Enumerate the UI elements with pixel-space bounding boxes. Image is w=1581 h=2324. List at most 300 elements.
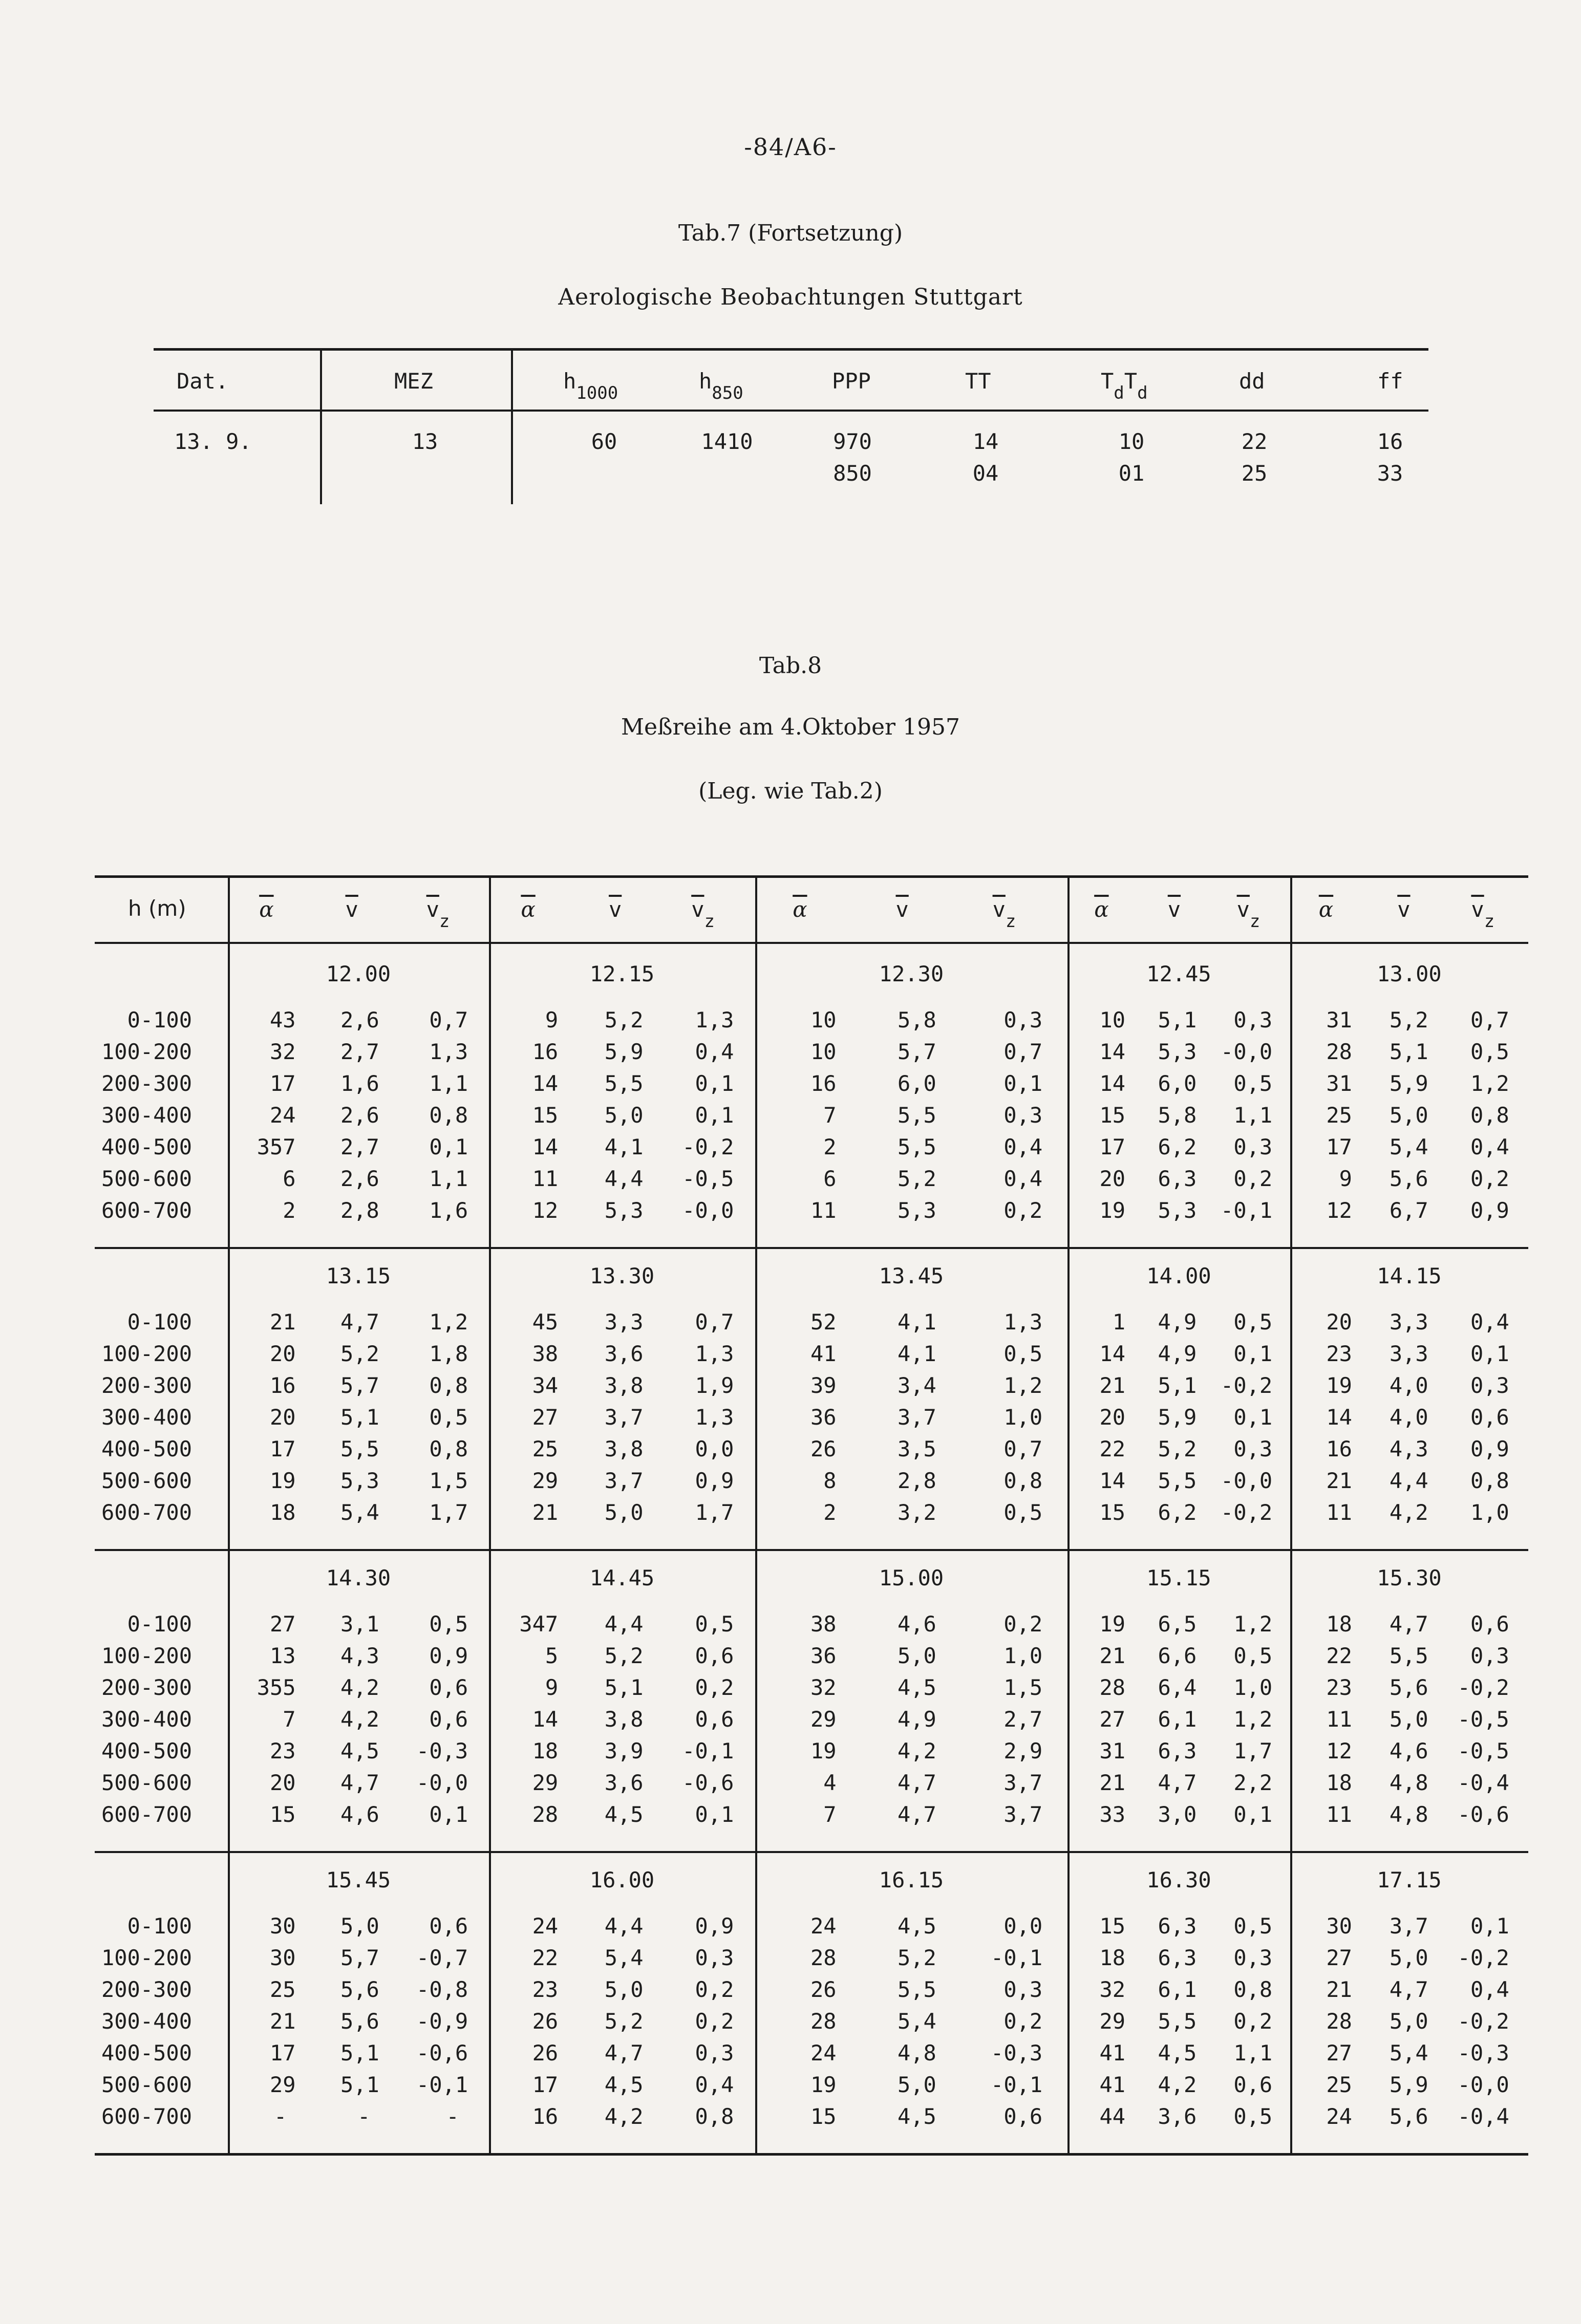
tab8-cell-vz: 0,0 xyxy=(1003,1913,1043,1939)
tab8-cell-vz: 0,5 xyxy=(429,1611,468,1637)
tab8-cell-v: 5,3 xyxy=(1158,1039,1197,1064)
tab8-cell-alpha: 32 xyxy=(1099,1977,1126,2002)
tab8-cell-alpha: 30 xyxy=(1326,1913,1352,1939)
tab8-cell-alpha: 21 xyxy=(1099,1770,1126,1795)
tab8-time-label: 15.45 xyxy=(326,1867,391,1892)
tab8-cell-vz: 0,5 xyxy=(1233,1913,1273,1939)
tab8-cell-alpha: 14 xyxy=(1099,1071,1126,1096)
tab8-header-height: h (m) xyxy=(128,896,186,921)
tab8-cell-vz: 0,3 xyxy=(695,2040,734,2065)
tab8-cell-v: 5,0 xyxy=(604,1103,644,1128)
tab8-cell-v: 5,6 xyxy=(1389,2104,1428,2129)
tab8-header-v: $\overline{v}$ xyxy=(345,897,358,922)
tab8-cell-vz: -0,6 xyxy=(1457,1802,1509,1827)
tab8-cell-vz: 0,4 xyxy=(1470,1977,1509,2002)
tab8-cell-vz: 2,7 xyxy=(1003,1707,1043,1732)
tab8-height-label: 300-400 xyxy=(101,1405,192,1430)
tab8-cell-v: 3,7 xyxy=(604,1468,644,1493)
tab8-cell-alpha: 19 xyxy=(1099,1611,1126,1637)
tab8-cell-vz: 1,3 xyxy=(695,1341,734,1366)
tab8-cell-vz: 0,2 xyxy=(1003,1198,1043,1223)
tab8-cell-vz: -0,6 xyxy=(682,1770,734,1795)
tab8-cell-alpha: 18 xyxy=(270,1500,296,1525)
tab8-cell-vz: 0,7 xyxy=(695,1309,734,1335)
tab8-cell-v: 5,2 xyxy=(897,1166,936,1191)
tab8-cell-alpha: 23 xyxy=(532,1977,559,2002)
tab8-cell-vz: 1,2 xyxy=(1003,1373,1043,1398)
tab8-cell-vz: 0,9 xyxy=(1470,1436,1509,1461)
tab8-cell-alpha: 38 xyxy=(810,1611,837,1637)
tab8-time-label: 15.00 xyxy=(879,1565,944,1590)
tab8-cell-v: 4,5 xyxy=(897,1675,936,1700)
tab7-header-dat: Dat. xyxy=(177,369,229,394)
tab8-cell-v: 4,5 xyxy=(1158,2040,1197,2065)
tab8-cell-vz: 0,1 xyxy=(429,1134,468,1159)
tab8-cell-v: 4,5 xyxy=(897,1913,936,1939)
tab8-cell-vz: 1,7 xyxy=(429,1500,468,1525)
tab8-cell-v: 5,0 xyxy=(340,1913,379,1939)
tab8-cell-alpha: 43 xyxy=(270,1007,296,1032)
tab8-cell-alpha: 7 xyxy=(823,1802,837,1827)
tab8-cell-alpha: 9 xyxy=(545,1007,559,1032)
tab8-cell-vz: 1,2 xyxy=(1470,1071,1509,1096)
tab8-cell-alpha: 28 xyxy=(1326,1039,1352,1064)
tab8-cell-alpha: 27 xyxy=(270,1611,296,1637)
tab8-cell-vz: -0,3 xyxy=(1457,2040,1509,2065)
tab8-cell-alpha: 25 xyxy=(270,1977,296,2002)
tab8-cell-vz: 1,3 xyxy=(1003,1309,1043,1335)
tab8-cell-vz: 0,8 xyxy=(1470,1103,1509,1128)
tab8-cell-vz: 0,5 xyxy=(1233,1643,1273,1668)
tab8-cell-alpha: 4 xyxy=(823,1770,837,1795)
tab8-cell-v: 5,4 xyxy=(604,1945,644,1970)
tab8-cell-vz: 0,5 xyxy=(1233,1071,1273,1096)
tab8-cell-v: 6,3 xyxy=(1158,1913,1197,1939)
tab8-height-label: 400-500 xyxy=(101,1134,192,1159)
tab8-cell-v: 5,9 xyxy=(1389,2072,1428,2097)
tab8-cell-vz: 1,7 xyxy=(1233,1738,1273,1763)
tab8-cell-vz: 0,3 xyxy=(1470,1643,1509,1668)
tab8-height-label: 400-500 xyxy=(101,1738,192,1763)
tab8-cell-vz: 0,6 xyxy=(429,1675,468,1700)
tab8-block-rule xyxy=(95,2153,1528,2156)
tab8-cell-v: 3,9 xyxy=(604,1738,644,1763)
tab8-cell-vz: 1,0 xyxy=(1470,1500,1509,1525)
tab8-cell-v: 2,8 xyxy=(340,1198,379,1223)
tab8-cell-alpha: 27 xyxy=(1326,2040,1352,2065)
tab8-cell-vz: 1,5 xyxy=(1003,1675,1043,1700)
tab8-cell-v: 5,1 xyxy=(604,1675,644,1700)
tab8-cell-alpha: 25 xyxy=(1326,2072,1352,2097)
tab8-block-rule xyxy=(95,1851,1528,1853)
tab8-cell-v: 5,5 xyxy=(1158,2009,1197,2034)
tab8-cell-vz: 0,3 xyxy=(1470,1373,1509,1398)
tab8-time-label: 13.30 xyxy=(589,1263,655,1288)
tab8-cell-alpha: 15 xyxy=(270,1802,296,1827)
tab8-cell-alpha: 26 xyxy=(532,2040,559,2065)
tab8-cell-vz: 1,1 xyxy=(429,1071,468,1096)
tab8-header-vz: $\overline{v}_z$ xyxy=(1471,897,1495,932)
tab8-cell-alpha: 30 xyxy=(270,1945,296,1970)
tab8-cell-vz: 1,2 xyxy=(1233,1611,1273,1637)
tab7-cell-tdtd: 01 xyxy=(1118,461,1145,486)
tab8-cell-alpha: 14 xyxy=(1326,1405,1352,1430)
tab8-cell-alpha: 18 xyxy=(1326,1611,1352,1637)
tab8-cell-vz: 0,5 xyxy=(1470,1039,1509,1064)
tab8-cell-vz: -0,5 xyxy=(1457,1707,1509,1732)
tab8-cell-alpha: 18 xyxy=(1326,1770,1352,1795)
tab8-cell-alpha: 20 xyxy=(1099,1166,1126,1191)
tab8-cell-alpha: 8 xyxy=(823,1468,837,1493)
tab8-cell-vz: 0,8 xyxy=(429,1103,468,1128)
tab8-cell-vz: 0,5 xyxy=(1233,1309,1273,1335)
tab8-header-vz: $\overline{v}_z$ xyxy=(426,897,450,932)
tab8-cell-alpha: 16 xyxy=(810,1071,837,1096)
tab8-cell-v: 4,2 xyxy=(1389,1500,1428,1525)
tab8-cell-vz: 0,8 xyxy=(1470,1468,1509,1493)
tab8-cell-v: 4,1 xyxy=(604,1134,644,1159)
tab8-height-label: 300-400 xyxy=(101,1103,192,1128)
tab8-cell-v: 5,1 xyxy=(1158,1373,1197,1398)
tab8-cell-alpha: 2 xyxy=(823,1500,837,1525)
tab8-height-label: 200-300 xyxy=(101,1373,192,1398)
tab8-cell-alpha: 20 xyxy=(270,1405,296,1430)
tab8-cell-v: 4,2 xyxy=(340,1675,379,1700)
tab8-cell-vz: 0,7 xyxy=(1003,1436,1043,1461)
tab8-subtitle: Meßreihe am 4.Oktober 1957 xyxy=(621,714,960,740)
tab8-group-divider xyxy=(489,875,491,2155)
tab8-cell-v: 5,5 xyxy=(1389,1643,1428,1668)
tab8-cell-vz: -0,0 xyxy=(1221,1039,1273,1064)
tab8-cell-vz: 0,9 xyxy=(429,1643,468,1668)
tab8-cell-v: 4,9 xyxy=(1158,1341,1197,1366)
tab8-cell-v: 5,0 xyxy=(1389,1707,1428,1732)
tab8-cell-v: 3,2 xyxy=(897,1500,936,1525)
tab8-cell-v: 1,6 xyxy=(340,1071,379,1096)
tab8-cell-alpha: 15 xyxy=(1099,1103,1126,1128)
tab8-cell-v: 5,0 xyxy=(1389,2009,1428,2034)
tab7-header-h1000: $h_{1000}$ xyxy=(563,369,618,403)
tab8-cell-v: 4,7 xyxy=(897,1802,936,1827)
tab8-cell-vz: 0,2 xyxy=(695,1977,734,2002)
tab8-cell-v: 5,3 xyxy=(897,1198,936,1223)
tab8-cell-alpha: 10 xyxy=(810,1007,837,1032)
tab8-cell-alpha: 28 xyxy=(810,1945,837,1970)
tab8-cell-v: 5,2 xyxy=(604,1643,644,1668)
tab8-cell-v: 5,3 xyxy=(1158,1198,1197,1223)
tab8-cell-vz: 0,3 xyxy=(1233,1007,1273,1032)
tab8-height-label: 400-500 xyxy=(101,2040,192,2065)
tab8-cell-alpha: 7 xyxy=(823,1103,837,1128)
tab8-cell-v: 5,0 xyxy=(897,1643,936,1668)
tab8-cell-alpha: 25 xyxy=(1326,1103,1352,1128)
tab7-cell-ppp: 850 xyxy=(833,461,872,486)
tab8-cell-alpha: 2 xyxy=(283,1198,296,1223)
tab8-cell-alpha: 15 xyxy=(1099,1500,1126,1525)
tab8-cell-alpha: 20 xyxy=(270,1770,296,1795)
tab8-cell-v: 5,7 xyxy=(340,1945,379,1970)
tab8-group-divider xyxy=(1290,875,1292,2155)
tab8-cell-v: 6,0 xyxy=(897,1071,936,1096)
tab8-cell-vz: 0,7 xyxy=(1003,1039,1043,1064)
tab8-cell-v: 4,3 xyxy=(1389,1436,1428,1461)
tab8-cell-vz: 0,1 xyxy=(1003,1071,1043,1096)
tab8-cell-alpha: 20 xyxy=(270,1341,296,1366)
tab8-cell-v: 3,6 xyxy=(1158,2104,1197,2129)
tab8-cell-alpha: 36 xyxy=(810,1405,837,1430)
tab8-cell-vz: 0,1 xyxy=(1233,1405,1273,1430)
tab8-cell-alpha: 5 xyxy=(545,1643,559,1668)
tab8-cell-vz: 0,2 xyxy=(1003,1611,1043,1637)
tab8-cell-alpha: 21 xyxy=(270,2009,296,2034)
tab8-cell-vz: 1,6 xyxy=(429,1198,468,1223)
tab8-cell-v: 5,1 xyxy=(340,2040,379,2065)
tab8-cell-alpha: 7 xyxy=(283,1707,296,1732)
tab8-cell-vz: 1,3 xyxy=(429,1039,468,1064)
tab8-cell-v: 6,0 xyxy=(1158,1071,1197,1096)
tab8-cell-vz: 0,2 xyxy=(1003,2009,1043,2034)
tab8-cell-alpha: 19 xyxy=(810,1738,837,1763)
tab7-cell-mez: 13 xyxy=(412,429,438,454)
tab8-group-divider xyxy=(755,875,757,2155)
tab8-height-label: 0-100 xyxy=(127,1309,192,1335)
tab8-cell-v: 2,8 xyxy=(897,1468,936,1493)
tab8-cell-alpha: 26 xyxy=(810,1977,837,2002)
tab8-cell-vz: 0,6 xyxy=(695,1707,734,1732)
tab8-cell-alpha: 26 xyxy=(810,1436,837,1461)
tab8-height-label: 100-200 xyxy=(101,1643,192,1668)
tab8-height-label: 100-200 xyxy=(101,1945,192,1970)
tab8-cell-alpha: 25 xyxy=(532,1436,559,1461)
tab8-cell-v: 4,0 xyxy=(1389,1405,1428,1430)
tab8-cell-vz: 0,8 xyxy=(1003,1468,1043,1493)
tab8-title: Tab.8 xyxy=(759,653,822,679)
tab8-cell-vz: 0,4 xyxy=(1470,1134,1509,1159)
tab8-cell-alpha: 20 xyxy=(1099,1405,1126,1430)
tab8-header-alpha: $\overline{\alpha}$ xyxy=(521,897,536,922)
tab8-cell-alpha: 12 xyxy=(1326,1198,1352,1223)
tab8-cell-v: 6,1 xyxy=(1158,1707,1197,1732)
tab8-cell-vz: 0,9 xyxy=(695,1468,734,1493)
tab8-cell-vz: 0,2 xyxy=(1233,2009,1273,2034)
tab8-cell-v: 5,6 xyxy=(1389,1166,1428,1191)
tab8-cell-vz: 0,8 xyxy=(429,1436,468,1461)
tab8-cell-vz: 0,7 xyxy=(1470,1007,1509,1032)
tab8-cell-v: 5,0 xyxy=(1389,1103,1428,1128)
tab8-cell-vz: 0,6 xyxy=(1470,1405,1509,1430)
tab8-header-alpha: $\overline{\alpha}$ xyxy=(1318,897,1334,922)
tab8-cell-alpha: 20 xyxy=(1326,1309,1352,1335)
tab8-cell-v: 5,4 xyxy=(1389,2040,1428,2065)
tab7-header-tdtd: $T_dT_d$ xyxy=(1101,369,1148,403)
tab8-cell-alpha: 14 xyxy=(532,1707,559,1732)
tab8-cell-alpha: 17 xyxy=(532,2072,559,2097)
tab8-cell-v: 3,3 xyxy=(1389,1309,1428,1335)
tab8-cell-vz: 0,5 xyxy=(695,1611,734,1637)
tab8-time-label: 13.00 xyxy=(1377,961,1442,986)
tab8-cell-alpha: 32 xyxy=(810,1675,837,1700)
tab8-cell-vz: 0,8 xyxy=(695,2104,734,2129)
tab8-cell-alpha: 44 xyxy=(1099,2104,1126,2129)
tab8-height-label: 300-400 xyxy=(101,2009,192,2034)
tab8-cell-v: 2,6 xyxy=(340,1007,379,1032)
tab8-cell-alpha: - xyxy=(273,2104,287,2129)
tab8-cell-vz: -0,5 xyxy=(682,1166,734,1191)
tab8-cell-v: 5,9 xyxy=(604,1039,644,1064)
tab8-height-label: 200-300 xyxy=(101,1977,192,2002)
tab8-cell-vz: 0,4 xyxy=(695,2072,734,2097)
tab8-cell-v: 4,0 xyxy=(1389,1373,1428,1398)
tab8-cell-vz: 0,6 xyxy=(1233,2072,1273,2097)
tab8-cell-v: 2,7 xyxy=(340,1134,379,1159)
tab8-cell-v: 4,5 xyxy=(340,1738,379,1763)
tab8-cell-alpha: 12 xyxy=(532,1198,559,1223)
tab8-cell-vz: 0,8 xyxy=(1233,1977,1273,2002)
tab8-cell-vz: -0,0 xyxy=(1221,1468,1273,1493)
tab8-cell-vz: -0,2 xyxy=(1221,1373,1273,1398)
tab8-cell-vz: -0,3 xyxy=(416,1738,468,1763)
tab8-cell-alpha: 6 xyxy=(283,1166,296,1191)
tab8-height-label: 500-600 xyxy=(101,1770,192,1795)
tab8-time-label: 12.45 xyxy=(1146,961,1211,986)
tab8-cell-vz: -0,0 xyxy=(1457,2072,1509,2097)
tab8-cell-vz: 0,3 xyxy=(1003,1103,1043,1128)
tab8-cell-v: 6,3 xyxy=(1158,1945,1197,1970)
tab8-cell-v: 5,6 xyxy=(1389,1675,1428,1700)
tab8-cell-alpha: 9 xyxy=(545,1675,559,1700)
tab8-cell-v: 5,0 xyxy=(604,1977,644,2002)
tab8-cell-alpha: 23 xyxy=(270,1738,296,1763)
tab8-time-label: 12.00 xyxy=(326,961,391,986)
tab8-cell-v: 4,9 xyxy=(897,1707,936,1732)
tab8-cell-alpha: 17 xyxy=(1326,1134,1352,1159)
tab8-cell-v: 5,0 xyxy=(897,2072,936,2097)
tab8-cell-alpha: 24 xyxy=(810,2040,837,2065)
tab8-cell-alpha: 19 xyxy=(810,2072,837,2097)
tab8-cell-v: 5,8 xyxy=(1158,1103,1197,1128)
tab8-time-label: 16.00 xyxy=(589,1867,655,1892)
tab8-cell-vz: 0,3 xyxy=(1233,1436,1273,1461)
tab8-header-rule xyxy=(95,942,1528,944)
tab8-cell-vz: -0,2 xyxy=(1457,1945,1509,1970)
tab8-cell-alpha: 15 xyxy=(1099,1913,1126,1939)
tab8-cell-alpha: 31 xyxy=(1326,1071,1352,1096)
tab8-cell-alpha: 18 xyxy=(532,1738,559,1763)
tab8-cell-v: 5,2 xyxy=(1158,1436,1197,1461)
tab8-cell-vz: -0,7 xyxy=(416,1945,468,1970)
tab8-cell-vz: 2,2 xyxy=(1233,1770,1273,1795)
tab8-cell-alpha: 27 xyxy=(1099,1707,1126,1732)
tab8-cell-v: 4,2 xyxy=(340,1707,379,1732)
tab8-cell-v: 4,4 xyxy=(604,1611,644,1637)
tab8-cell-vz: 0,4 xyxy=(695,1039,734,1064)
tab8-cell-v: 5,2 xyxy=(897,1945,936,1970)
tab8-cell-alpha: 17 xyxy=(1099,1134,1126,1159)
tab8-top-rule xyxy=(95,875,1528,878)
tab7-header-dd: dd xyxy=(1239,369,1265,394)
tab7-header-ff: ff xyxy=(1377,369,1403,394)
tab8-cell-vz: 0,5 xyxy=(1003,1500,1043,1525)
tab8-height-label: 500-600 xyxy=(101,1166,192,1191)
tab8-cell-alpha: 10 xyxy=(1099,1007,1126,1032)
tab8-cell-alpha: 29 xyxy=(810,1707,837,1732)
tab8-cell-alpha: 28 xyxy=(532,1802,559,1827)
tab8-cell-alpha: 17 xyxy=(270,1436,296,1461)
tab8-cell-vz: -0,2 xyxy=(682,1134,734,1159)
tab8-cell-alpha: 14 xyxy=(532,1134,559,1159)
tab7-top-rule xyxy=(154,348,1428,351)
tab8-height-label: 300-400 xyxy=(101,1707,192,1732)
tab8-cell-alpha: 21 xyxy=(1099,1643,1126,1668)
tab8-cell-vz: 0,3 xyxy=(1233,1134,1273,1159)
tab7-header-rule xyxy=(154,410,1428,412)
tab8-cell-vz: 0,1 xyxy=(429,1802,468,1827)
tab7-cell-dd: 22 xyxy=(1241,429,1268,454)
tab8-cell-vz: -0,1 xyxy=(991,2072,1043,2097)
tab8-cell-alpha: 1 xyxy=(1112,1309,1126,1335)
tab8-cell-v: 4,6 xyxy=(340,1802,379,1827)
tab8-cell-alpha: 14 xyxy=(1099,1039,1126,1064)
tab8-cell-alpha: 22 xyxy=(1326,1643,1352,1668)
tab8-cell-v: 3,8 xyxy=(604,1436,644,1461)
tab8-cell-v: 6,6 xyxy=(1158,1643,1197,1668)
tab8-cell-vz: -0,0 xyxy=(416,1770,468,1795)
tab8-cell-vz: 0,2 xyxy=(1233,1166,1273,1191)
tab8-height-label: 200-300 xyxy=(101,1675,192,1700)
tab8-cell-vz: -0,8 xyxy=(416,1977,468,2002)
tab7-cell-ff: 16 xyxy=(1377,429,1403,454)
tab8-cell-alpha: 19 xyxy=(270,1468,296,1493)
tab8-cell-v: 6,3 xyxy=(1158,1738,1197,1763)
tab8-cell-alpha: 15 xyxy=(810,2104,837,2129)
tab8-cell-alpha: 14 xyxy=(1099,1468,1126,1493)
tab8-cell-vz: -0,2 xyxy=(1457,2009,1509,2034)
tab8-block-rule xyxy=(95,1549,1528,1551)
tab8-cell-vz: 0,1 xyxy=(1470,1341,1509,1366)
tab8-cell-alpha: 13 xyxy=(270,1643,296,1668)
tab8-height-label: 500-600 xyxy=(101,1468,192,1493)
tab8-cell-v: 3,4 xyxy=(897,1373,936,1398)
tab8-cell-alpha: 11 xyxy=(532,1166,559,1191)
tab8-cell-alpha: 14 xyxy=(1099,1341,1126,1366)
tab7-header-h850: $h_{850}$ xyxy=(699,369,743,403)
tab8-cell-alpha: 24 xyxy=(1326,2104,1352,2129)
tab8-cell-alpha: 11 xyxy=(1326,1802,1352,1827)
tab8-cell-alpha: 28 xyxy=(1099,1675,1126,1700)
tab8-header-v: $\overline{v}$ xyxy=(895,897,909,922)
tab8-cell-alpha: 41 xyxy=(1099,2040,1126,2065)
tab8-cell-v: 4,7 xyxy=(1389,1977,1428,2002)
tab8-cell-alpha: 28 xyxy=(810,2009,837,2034)
tab8-group-divider xyxy=(228,875,230,2155)
tab8-height-label: 100-200 xyxy=(101,1341,192,1366)
tab8-cell-alpha: 24 xyxy=(810,1913,837,1939)
tab8-cell-v: 5,1 xyxy=(340,1405,379,1430)
tab8-cell-v: 3,7 xyxy=(604,1405,644,1430)
tab8-cell-v: 6,4 xyxy=(1158,1675,1197,1700)
tab8-cell-vz: 0,6 xyxy=(429,1707,468,1732)
tab8-header-alpha: $\overline{\alpha}$ xyxy=(793,897,807,922)
tab8-cell-vz: 0,7 xyxy=(429,1007,468,1032)
tab8-cell-vz: 0,0 xyxy=(695,1436,734,1461)
tab8-cell-v: 5,8 xyxy=(897,1007,936,1032)
tab8-cell-v: 6,1 xyxy=(1158,1977,1197,2002)
tab8-cell-v: 2,6 xyxy=(340,1103,379,1128)
tab7-title: Tab.7 (Fortsetzung) xyxy=(678,220,903,246)
tab8-cell-alpha: 30 xyxy=(270,1913,296,1939)
tab8-cell-alpha: 14 xyxy=(532,1071,559,1096)
tab8-height-label: 100-200 xyxy=(101,1039,192,1064)
